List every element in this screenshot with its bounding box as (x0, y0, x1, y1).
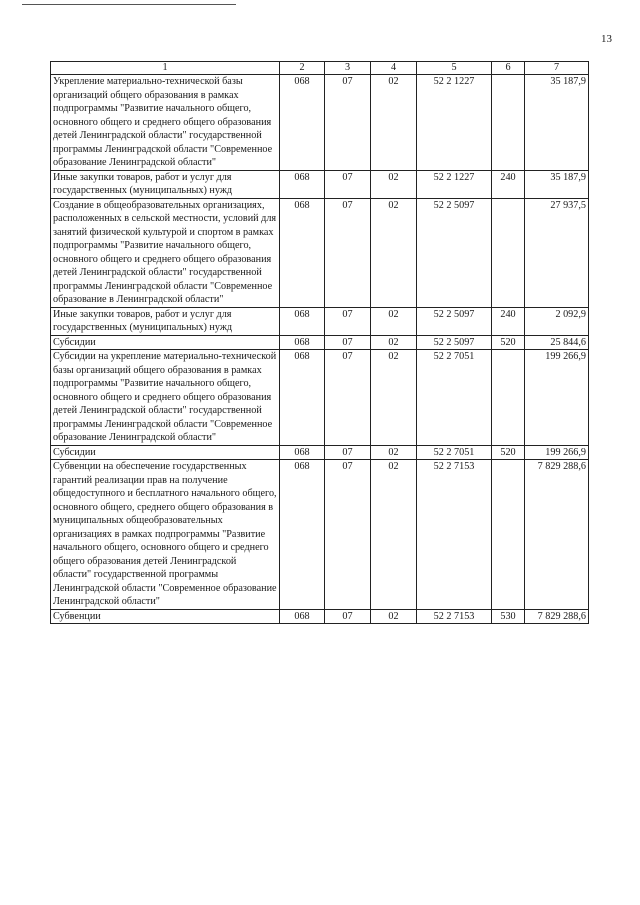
row-type: 520 (492, 445, 525, 460)
row-target: 52 2 1227 (417, 170, 492, 198)
row-type (492, 460, 525, 610)
header-col-4: 4 (371, 62, 417, 75)
row-amount: 2 092,9 (525, 307, 589, 335)
table-header-row (51, 62, 589, 75)
row-amount: 7 829 288,6 (525, 609, 589, 624)
row-name: Иные закупки товаров, работ и услуг для государственных (муниципальных) нужд (51, 170, 280, 198)
row-target: 52 2 7051 (417, 350, 492, 446)
row-target: 52 2 5097 (417, 335, 492, 350)
row-ministry: 068 (280, 445, 325, 460)
header-col-5: 5 (417, 62, 492, 75)
budget-table (50, 61, 589, 624)
table-row (51, 460, 589, 610)
row-name: Субсидии на укрепление материально-технической базы организаций общего образования в рамках подпрограммы "Развитие начального общего, основного общего и среднего общего образования детей Ленинградской области" государственной программы Ленинградской области "Современное образование Ленинградской области" (51, 350, 280, 446)
row-amount: 27 937,5 (525, 198, 589, 307)
table-row (51, 75, 589, 171)
row-section: 07 (325, 75, 371, 171)
row-subsection: 02 (371, 170, 417, 198)
header-col-2: 2 (280, 62, 325, 75)
row-amount: 199 266,9 (525, 445, 589, 460)
row-amount: 35 187,9 (525, 75, 589, 171)
table-row (51, 350, 589, 446)
row-ministry: 068 (280, 75, 325, 171)
row-target: 52 2 5097 (417, 307, 492, 335)
row-ministry: 068 (280, 170, 325, 198)
row-name: Иные закупки товаров, работ и услуг для государственных (муниципальных) нужд (51, 307, 280, 335)
row-target: 52 2 7153 (417, 460, 492, 610)
row-name: Субвенции (51, 609, 280, 624)
row-amount: 199 266,9 (525, 350, 589, 446)
row-target: 52 2 1227 (417, 75, 492, 171)
row-type: 240 (492, 170, 525, 198)
row-type: 520 (492, 335, 525, 350)
row-name: Субсидии (51, 335, 280, 350)
row-ministry: 068 (280, 307, 325, 335)
header-col-6: 6 (492, 62, 525, 75)
row-target: 52 2 7051 (417, 445, 492, 460)
row-type (492, 75, 525, 171)
row-ministry: 068 (280, 335, 325, 350)
row-subsection: 02 (371, 460, 417, 610)
table-row (51, 307, 589, 335)
row-section: 07 (325, 307, 371, 335)
row-amount: 7 829 288,6 (525, 460, 589, 610)
row-ministry: 068 (280, 460, 325, 610)
row-type: 240 (492, 307, 525, 335)
row-section: 07 (325, 350, 371, 446)
row-ministry: 068 (280, 198, 325, 307)
table-row (51, 170, 589, 198)
row-subsection: 02 (371, 335, 417, 350)
row-ministry: 068 (280, 350, 325, 446)
row-amount: 35 187,9 (525, 170, 589, 198)
row-type: 530 (492, 609, 525, 624)
row-section: 07 (325, 460, 371, 610)
row-subsection: 02 (371, 445, 417, 460)
table-row (51, 445, 589, 460)
table-row (51, 198, 589, 307)
top-rule (22, 4, 236, 5)
row-subsection: 02 (371, 75, 417, 171)
row-subsection: 02 (371, 307, 417, 335)
row-name: Субсидии (51, 445, 280, 460)
row-section: 07 (325, 335, 371, 350)
row-subsection: 02 (371, 609, 417, 624)
row-section: 07 (325, 170, 371, 198)
row-section: 07 (325, 445, 371, 460)
header-col-7: 7 (525, 62, 589, 75)
row-name: Укрепление материально-технической базы организаций общего образования в рамках подпрограммы "Развитие начального общего, основного общего и среднего общего образования детей Ленинградской области" государственной программы Ленинградской области "Современное образование Ленинградской области" (51, 75, 280, 171)
row-name: Создание в общеобразовательных организациях, расположенных в сельской местности, условий для занятий физической культурой и спортом в рамках подпрограммы "Развитие начального общего, основного общего и среднего общего образования детей Ленинградской области" государственной программы Ленинградской области "Современное образование в Ленинградской области" (51, 198, 280, 307)
row-name: Субвенции на обеспечение государственных гарантий реализации прав на получение общедоступного и бесплатного начального общего, основного общего, среднего общего образования в муниципальных общеобразовательных организациях в рамках подпрограммы "Развитие начального общего, основного общего и среднего общего образования детей Ленинградской области" государственной программы Ленинградской области "Современное образование Ленинградской области" (51, 460, 280, 610)
row-section: 07 (325, 198, 371, 307)
row-ministry: 068 (280, 609, 325, 624)
row-subsection: 02 (371, 198, 417, 307)
row-type (492, 350, 525, 446)
row-target: 52 2 7153 (417, 609, 492, 624)
table-row (51, 609, 589, 624)
row-amount: 25 844,6 (525, 335, 589, 350)
page-number: 13 (601, 33, 612, 45)
row-subsection: 02 (371, 350, 417, 446)
row-target: 52 2 5097 (417, 198, 492, 307)
table-body (51, 75, 589, 624)
table-row (51, 335, 589, 350)
row-type (492, 198, 525, 307)
header-col-3: 3 (325, 62, 371, 75)
row-section: 07 (325, 609, 371, 624)
header-col-1: 1 (51, 62, 280, 75)
